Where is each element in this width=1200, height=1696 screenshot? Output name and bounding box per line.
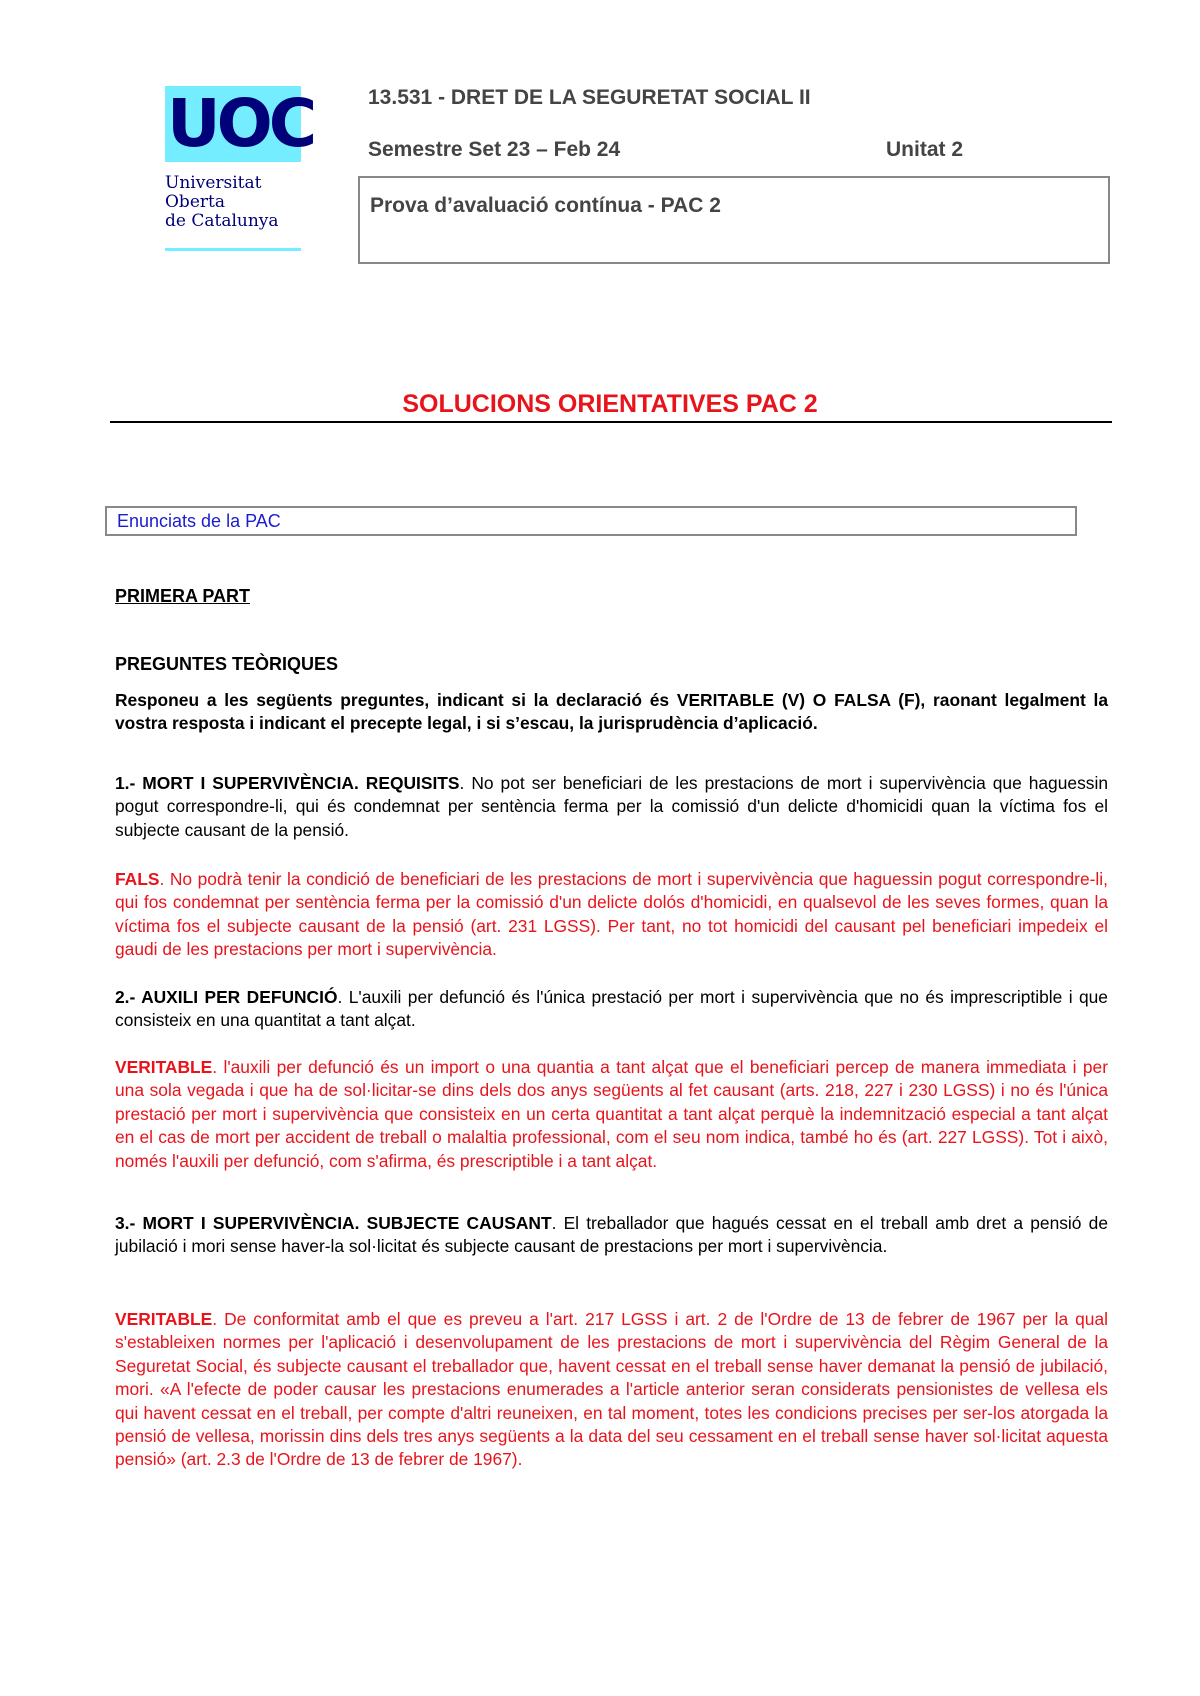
course-title: 13.531 - DRET DE LA SEGURETAT SOCIAL II xyxy=(368,86,811,109)
question-3-statement xyxy=(115,1212,1108,1259)
title-divider xyxy=(110,421,1112,423)
uoc-logo xyxy=(165,85,314,254)
logo-wordmark: UOC xyxy=(167,85,314,162)
question-1-text: . No pot ser beneficiari de les prestacions de mort i supervivència que haguessin pogut correspondre-li, qui és condemnat per sentència ferma per la comissió d'un delicte d'homicidi quan la víctima fos el subjecte causant de la pensió. xyxy=(115,773,1108,840)
question-1-heading: 1.- MORT I SUPERVIVÈNCIA. REQUISITS xyxy=(115,773,460,793)
logo-line-3: de Catalunya xyxy=(165,211,279,231)
page-title: SOLUCIONS ORIENTATIVES PAC 2 xyxy=(402,390,818,418)
question-2-answer-text: . l'auxili per defunció és un import o una quantia a tant alçat que el beneficiari percep de manera immediata i per una sola vegada i que ha de sol·licitar-se dins dels dos anys següents al fet causant (arts. 218, 227 i 230 LGSS) i no és l'única prestació per mort i supervivència que consisteix en un certa quantitat a tant alçat perquè la indemnització especial a tant alçat en el cas de mort per accident de treball o malaltia professional, com el seu nom indica, també ho és (art. 227 LGSS). Tot i això, només l'auxili per defunció, com s'afirma, és prescriptible i a tant alçat. xyxy=(115,1057,1108,1171)
question-2-heading: 2.- AUXILI PER DEFUNCIÓ xyxy=(115,987,338,1007)
instructions: Responeu a les següents preguntes, indicant si la declaració és VERITABLE (V) O FALSA (F), raonant legalment la vostra resposta i indicant el precepte legal, i si s’escau, la jurisprudència d’aplicació. xyxy=(115,690,1108,734)
exam-box xyxy=(358,176,1110,264)
logo-underline xyxy=(165,248,301,251)
question-1-verdict: FALS xyxy=(115,869,160,889)
question-2-verdict: VERITABLE xyxy=(115,1057,213,1077)
logo-line-2: Oberta xyxy=(165,192,225,212)
question-1-answer xyxy=(115,868,1108,962)
question-2-text: . L'auxili per defunció és l'única prestació per mort i supervivència que no és imprescriptible i que consisteix en una quantitat a tant alçat. xyxy=(115,987,1108,1031)
question-2-statement xyxy=(115,986,1108,1033)
semester-label: Semestre Set 23 – Feb 24 xyxy=(368,138,621,161)
question-3-verdict: VERITABLE xyxy=(115,1309,213,1329)
questions-label: PREGUNTES TEÒRIQUES xyxy=(115,654,339,674)
question-3-answer-text: . De conformitat amb el que es preveu a l'art. 217 LGSS i art. 2 de l'Ordre de 13 de febrer de 1967 per la qual s'estableixen normes per l'aplicació i desenvolupament de les prestacions de mort i supervivència del Règim General de la Seguretat Social, és subjecte causant el treballador que, havent cessat en el treball sense haver demanat la pensió de jubilació, mori. «A l'efecte de poder causar les prestacions enumerades a l'article anterior seran considerats pensionistes de vellesa els qui havent cessat en el treball, per compte d'altri reuneixen, en tal moment, totes les condicions precises per ser-los atorgada la pensió de vellesa, morissin dins dels tres anys següents a la data del seu cessament en el treball sense haver sol·licitat aquesta pensió» (art. 2.3 de l'Ordre de 13 de febrer de 1967). xyxy=(115,1309,1108,1470)
question-3-text: . El treballador que hagués cessat en el treball amb dret a pensió de jubilació i mori sense haver-la sol·licitat és subjecte causant de prestacions per mort i supervivència. xyxy=(115,1213,1108,1257)
question-1-answer-text: . No podrà tenir la condició de beneficiari de les prestacions de mort i supervivència que haguessin pogut correspondre-li, qui fos condemnat per sentència ferma per la comissió d'un delicte dolós d'homicidi, en qualsevol de les seves formes, quan la víctima fos el subjecte causant de la pensió (art. 231 LGSS). Per tant, no tot homicidi del causant pel beneficiari impedeix el gaudi de les prestacions per mort i supervivència. xyxy=(115,869,1108,960)
question-3-answer xyxy=(115,1308,1108,1472)
part-label: PRIMERA PART xyxy=(115,586,250,606)
exam-title: Prova d’avaluació contínua - PAC 2 xyxy=(370,194,721,217)
question-2-answer xyxy=(115,1056,1108,1173)
unit-label: Unitat 2 xyxy=(886,138,964,161)
logo-text xyxy=(165,174,279,231)
section-heading-box xyxy=(105,506,1077,536)
question-1-statement xyxy=(115,772,1108,842)
logo-line-1: Universitat xyxy=(165,173,262,193)
question-3-heading: 3.- MORT I SUPERVIVÈNCIA. SUBJECTE CAUSANT xyxy=(115,1213,552,1233)
section-heading: Enunciats de la PAC xyxy=(117,511,281,531)
